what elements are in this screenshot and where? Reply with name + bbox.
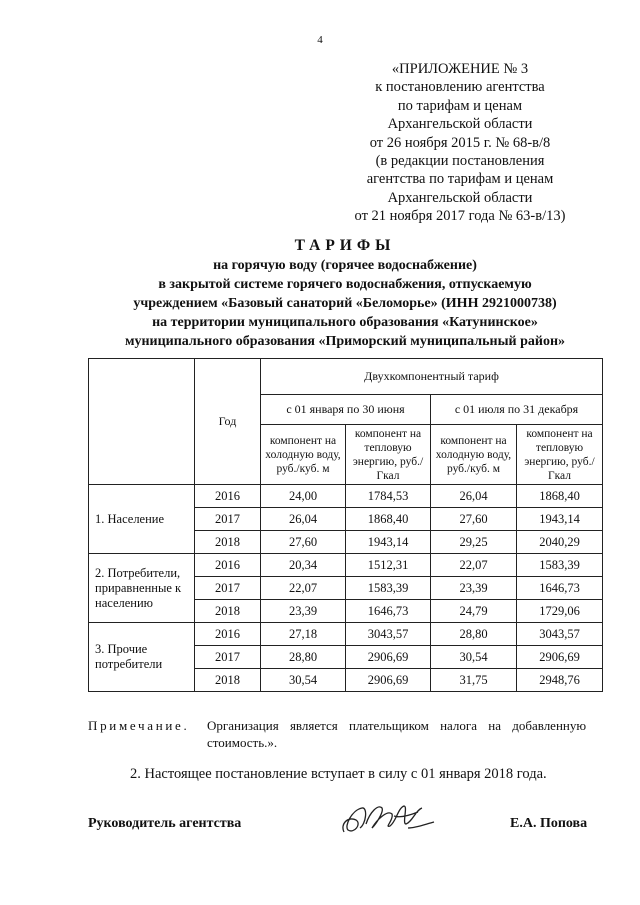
- appendix-line: агентства по тарифам и ценам: [366, 171, 554, 188]
- year-cell: 2016: [195, 554, 261, 577]
- value-cell: 30,54: [261, 669, 346, 692]
- appendix-line: от 21 ноября 2017 года № 63-в/13): [354, 208, 566, 225]
- value-cell: 23,39: [431, 577, 517, 600]
- value-cell: 1868,40: [346, 508, 431, 531]
- category-cell: 1. Население: [89, 485, 195, 554]
- table-row: [89, 623, 603, 646]
- appendix-line: к постановлению агентства: [375, 79, 545, 96]
- component-header: компонент на холодную воду, руб./куб. м: [261, 425, 346, 485]
- value-cell: 1583,39: [346, 577, 431, 600]
- page-number: 4: [317, 34, 323, 46]
- year-cell: 2018: [195, 531, 261, 554]
- value-cell: 2906,69: [346, 646, 431, 669]
- value-cell: 27,60: [431, 508, 517, 531]
- appendix-line: «ПРИЛОЖЕНИЕ № 3: [391, 61, 529, 77]
- value-cell: 24,79: [431, 600, 517, 623]
- value-cell: 23,39: [261, 600, 346, 623]
- component-header: компонент на тепловую энергию, руб./Гкал: [517, 425, 603, 485]
- year-cell: 2017: [195, 577, 261, 600]
- value-cell: 2906,69: [517, 646, 603, 669]
- value-cell: 31,75: [431, 669, 517, 692]
- appendix-line: Архангельской области: [387, 116, 533, 133]
- value-cell: 1784,53: [346, 485, 431, 508]
- title-line: на горячую воду (горячее водоснабжение): [213, 258, 477, 273]
- paragraph-2: 2. Настоящее постановление вступает в силу с 01 января 2018 года.: [130, 766, 547, 782]
- table-row: [89, 485, 603, 508]
- value-cell: 26,04: [431, 485, 517, 508]
- value-cell: 3043,57: [517, 623, 603, 646]
- two-component-header: Двухкомпонентный тариф: [261, 359, 603, 395]
- value-cell: 29,25: [431, 531, 517, 554]
- title-line: в закрытой системе горячего водоснабжения, отпускаемую: [158, 277, 532, 292]
- value-cell: 22,07: [431, 554, 517, 577]
- value-cell: 22,07: [261, 577, 346, 600]
- value-cell: 3043,57: [346, 623, 431, 646]
- period-header: с 01 июля по 31 декабря: [431, 395, 603, 425]
- value-cell: 1943,14: [517, 508, 603, 531]
- value-cell: 27,60: [261, 531, 346, 554]
- year-cell: 2016: [195, 485, 261, 508]
- year-header: Год: [195, 359, 261, 485]
- component-header: компонент на тепловую энергию, руб./Гкал: [346, 425, 431, 485]
- year-cell: 2017: [195, 646, 261, 669]
- signature-block: [0, 816, 640, 846]
- value-cell: 1646,73: [346, 600, 431, 623]
- value-cell: 1646,73: [517, 577, 603, 600]
- appendix-line: от 26 ноября 2015 г. № 68-в/8: [369, 134, 551, 151]
- value-cell: 1729,06: [517, 600, 603, 623]
- appendix-line: по тарифам и ценам: [397, 97, 523, 114]
- year-cell: 2018: [195, 669, 261, 692]
- category-cell: 2. Потребители, приравненные к населению: [89, 554, 195, 623]
- value-cell: 1943,14: [346, 531, 431, 554]
- appendix-line: (в редакции постановления: [375, 153, 545, 170]
- value-cell: 2948,76: [517, 669, 603, 692]
- value-cell: 1583,39: [517, 554, 603, 577]
- value-cell: 28,80: [431, 623, 517, 646]
- note-label: Примечание.: [88, 718, 190, 733]
- year-cell: 2017: [195, 508, 261, 531]
- appendix-header: [330, 60, 590, 226]
- category-cell: 3. Прочие потребители: [89, 623, 195, 692]
- note-text-continuation: стоимость.».: [207, 735, 278, 750]
- table-row: [89, 554, 603, 577]
- value-cell: 1512,31: [346, 554, 431, 577]
- value-cell: 24,00: [261, 485, 346, 508]
- year-cell: 2016: [195, 623, 261, 646]
- value-cell: 28,80: [261, 646, 346, 669]
- component-header: компонент на холодную воду, руб./куб. м: [431, 425, 517, 485]
- signatory-position: Руководитель агентства: [88, 816, 242, 831]
- appendix-line: Архангельской области: [387, 189, 533, 206]
- value-cell: 27,18: [261, 623, 346, 646]
- category-header-cell: [89, 359, 195, 485]
- value-cell: 1868,40: [517, 485, 603, 508]
- note-text: Организация является плательщиком налога на добавленную: [207, 718, 587, 733]
- period-header: с 01 января по 30 июня: [261, 395, 431, 425]
- value-cell: 20,34: [261, 554, 346, 577]
- value-cell: 30,54: [431, 646, 517, 669]
- year-cell: 2018: [195, 600, 261, 623]
- document-title: [50, 236, 640, 351]
- title-line: учреждением «Базовый санаторий «Беломорье» (ИНН 2921000738): [133, 296, 557, 311]
- value-cell: 2906,69: [346, 669, 431, 692]
- title-line: на территории муниципального образования «Катунинское»: [152, 315, 538, 330]
- title-line: муниципального образования «Приморский муниципальный район»: [124, 334, 566, 349]
- value-cell: 26,04: [261, 508, 346, 531]
- tariff-table: [88, 358, 603, 692]
- title-heading: ТАРИФЫ: [294, 237, 396, 254]
- value-cell: 2040,29: [517, 531, 603, 554]
- signatory-name: Е.А. Попова: [510, 816, 588, 831]
- handwritten-signature: [338, 794, 438, 844]
